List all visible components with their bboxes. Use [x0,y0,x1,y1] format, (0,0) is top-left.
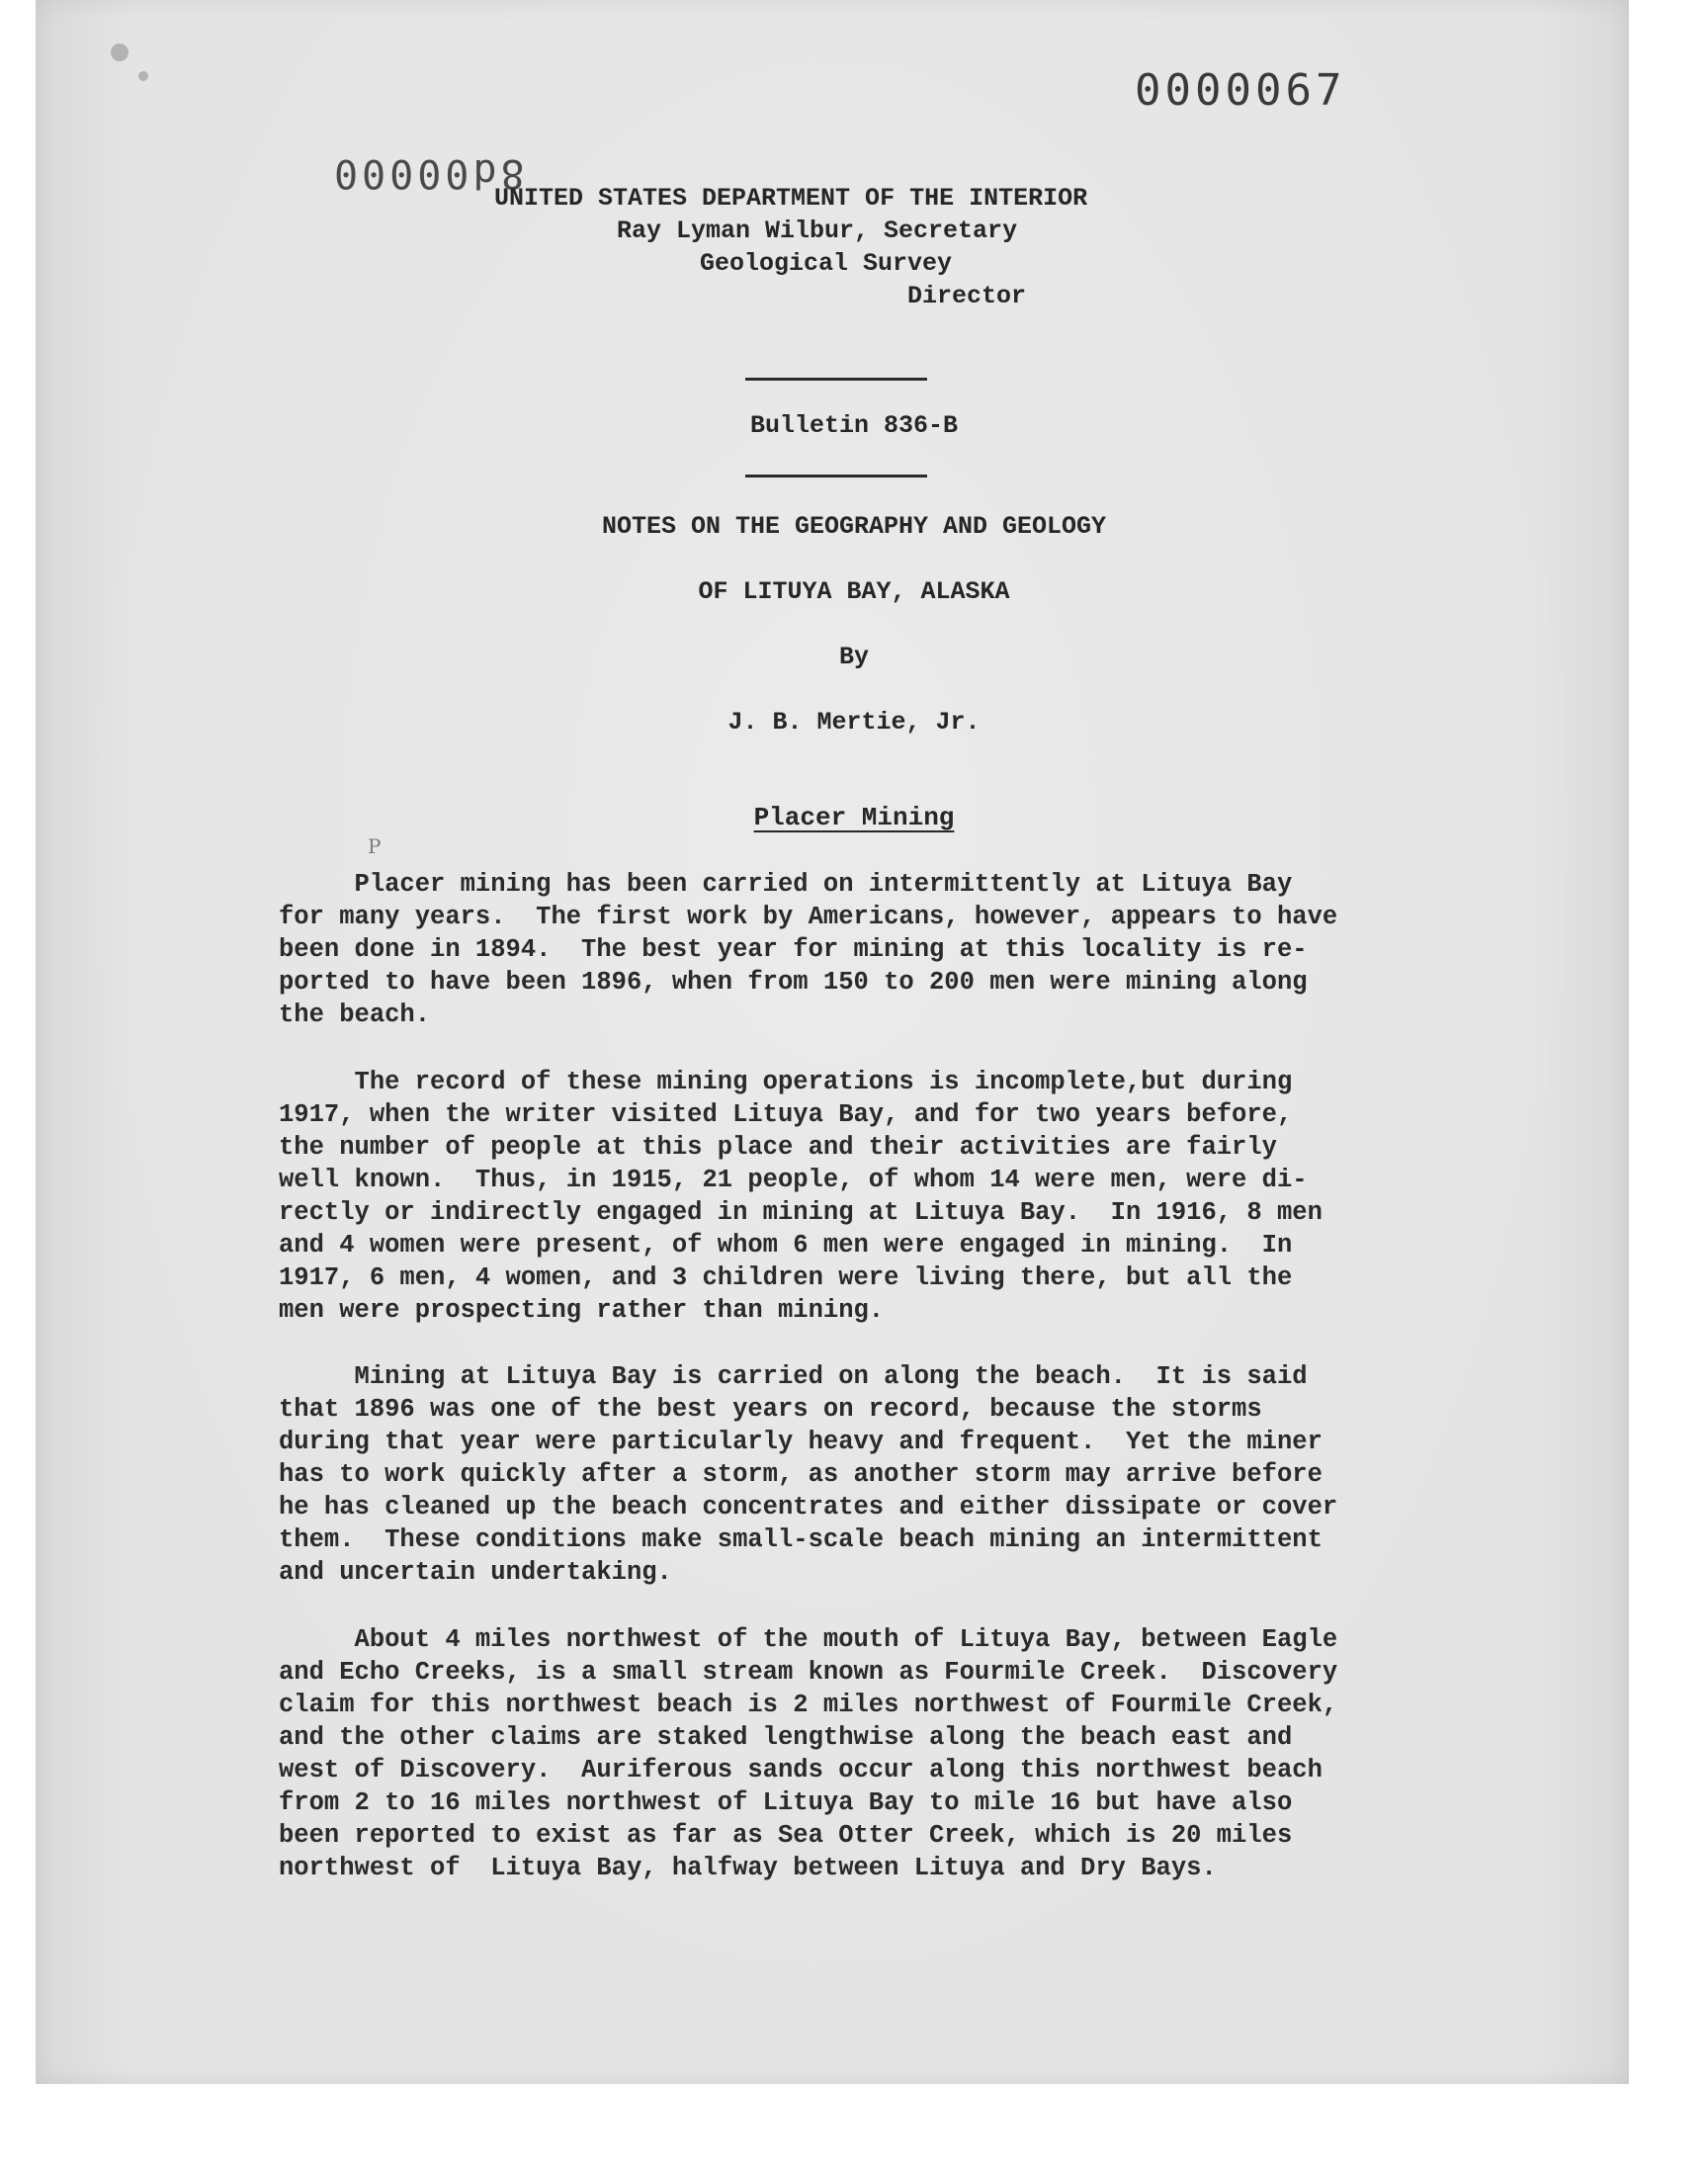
byline-by: By [838,643,869,671]
author-name: J. B. Mertie, Jr. [727,708,981,737]
rotated-number-stamp: 8d00000 [330,150,525,196]
ink-smudge [138,71,148,81]
paragraph-line: been done in 1894. The best year for mining at this locality is re- [279,935,1308,964]
paragraph-line: and the other claims are staked lengthwise along the beach east and [279,1723,1293,1752]
paragraph-line: has to work quickly after a storm, as another storm may arrive before [279,1460,1323,1489]
paragraph-line: About 4 miles northwest of the mouth of Lituya Bay, between Eagle [279,1625,1338,1654]
paragraph-3 [279,1360,1445,1589]
paragraph-line: ported to have been 1896, when from 150 to 200 men were mining along [279,968,1308,997]
paragraph-line: and Echo Creeks, is a small stream known as Fourmile Creek. Discovery [279,1658,1338,1687]
paragraph-line: from 2 to 16 miles northwest of Lituya Bay to mile 16 but have also [279,1788,1293,1817]
section-heading-text: Placer Mining [753,803,955,832]
paragraph-line: Mining at Lituya Bay is carried on along the beach. It is said [279,1362,1308,1391]
paragraph-line: well known. Thus, in 1915, 21 people, of whom 14 were men, were di- [279,1166,1308,1194]
survey-name: Geological Survey [700,249,953,278]
paragraph-line: the beach. [279,1000,431,1029]
paragraph-line: men were prospecting rather than mining. [279,1296,885,1325]
ink-smudge [111,44,128,61]
paragraph-line: that 1896 was one of the best years on record, because the storms [279,1395,1262,1424]
letterhead [494,182,1186,312]
bulletin-number: Bulletin 836-B [749,411,959,440]
paragraph-line: rectly or indirectly engaged in mining at Lituya Bay. In 1916, 8 men [279,1198,1323,1227]
paragraph-line: during that year were particularly heavy and frequent. Yet the miner [279,1428,1323,1456]
title-line-1: NOTES ON THE GEOGRAPHY AND GEOLOGY [601,512,1107,541]
paragraph-line: 1917, when the writer visited Lituya Bay, and for two years before, [279,1100,1293,1129]
margin-mark: P [368,834,382,858]
paragraph-line: west of Discovery. Auriferous sands occur along this northwest beach [279,1756,1323,1784]
paragraph-line: he has cleaned up the beach concentrates and either dissipate or cover [279,1493,1338,1522]
secretary-line: Ray Lyman Wilbur, Secretary [617,217,1018,245]
paragraph-line: Placer mining has been carried on intermittently at Lituya Bay [279,870,1293,899]
director-line: Director [907,282,1027,310]
paragraph-line: claim for this northwest beach is 2 miles northwest of Fourmile Creek, [279,1691,1338,1719]
paragraph-line: northwest of Lituya Bay, halfway between Lituya and Dry Bays. [279,1854,1217,1882]
paragraph-2 [279,1066,1445,1327]
paragraph-1 [279,868,1445,1031]
department-name: UNITED STATES DEPARTMENT OF THE INTERIOR [494,184,1088,213]
divider-rule-top [745,378,927,381]
paragraph-line: been reported to exist as far as Sea Otter Creek, which is 20 miles [279,1821,1293,1850]
paragraph-line: for many years. The first work by Americans, however, appears to have [279,903,1338,931]
paragraph-line: The record of these mining operations is incomplete,but during [279,1068,1293,1096]
section-heading [0,803,1708,832]
title-line-2: OF LITUYA BAY, ALASKA [698,577,1010,606]
paragraph-line: and 4 women were present, of whom 6 men were engaged in mining. In [279,1231,1293,1260]
divider-rule-bottom [745,475,927,478]
paragraph-line: them. These conditions make small-scale beach mining an intermittent [279,1525,1323,1554]
paragraph-4 [279,1623,1445,1884]
document-number-stamp: 0000067 [1135,65,1346,116]
paragraph-line: the number of people at this place and their activities are fairly [279,1133,1277,1162]
paragraph-line: and uncertain undertaking. [279,1558,672,1587]
paragraph-line: 1917, 6 men, 4 women, and 3 children were living there, but all the [279,1263,1293,1292]
